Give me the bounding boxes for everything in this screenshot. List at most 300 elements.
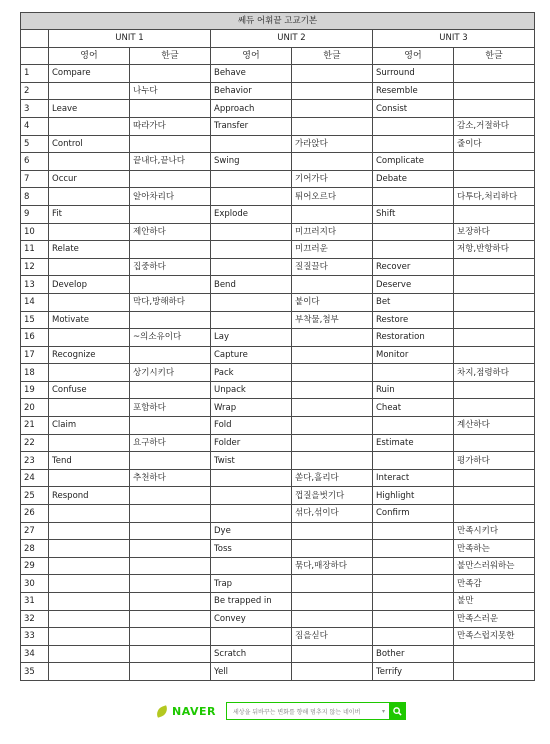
unit1-korean-cell: ~의소유이다	[130, 329, 211, 347]
unit2-english-cell	[211, 188, 292, 206]
table-row	[21, 364, 535, 382]
unit3-english-cell: Consist	[373, 100, 454, 118]
unit3-korean-cell: 저항,반항하다	[454, 241, 535, 259]
table-row	[21, 399, 535, 417]
table-row	[21, 153, 535, 171]
row-number-cell: 14	[21, 293, 49, 311]
unit3-korean-cell	[454, 311, 535, 329]
unit1-english-cell	[49, 188, 130, 206]
unit3-english-cell: Interact	[373, 469, 454, 487]
unit3-english-cell	[373, 610, 454, 628]
unit3-english-cell	[373, 522, 454, 540]
unit1-korean-cell	[130, 311, 211, 329]
table-row	[21, 575, 535, 593]
blank-header-cell	[21, 47, 49, 65]
unit1-english-cell	[49, 505, 130, 523]
unit3-korean-cell: 만족시키다	[454, 522, 535, 540]
unit3-korean-cell	[454, 381, 535, 399]
unit2-english-cell: Be trapped in	[211, 593, 292, 611]
unit2-korean-cell	[292, 663, 373, 681]
naver-search-box[interactable]	[226, 702, 406, 720]
unit2-english-cell: Behavior	[211, 82, 292, 100]
unit1-korean-cell	[130, 452, 211, 470]
table-row	[21, 593, 535, 611]
unit2-korean-cell: 붙이다	[292, 293, 373, 311]
column-header-english: 영어	[373, 47, 454, 65]
unit3-korean-cell	[454, 329, 535, 347]
row-number-cell: 9	[21, 205, 49, 223]
unit3-korean-cell	[454, 293, 535, 311]
unit1-korean-cell	[130, 417, 211, 435]
unit2-korean-cell	[292, 276, 373, 294]
unit2-english-cell: Twist	[211, 452, 292, 470]
unit2-korean-cell	[292, 452, 373, 470]
unit2-korean-cell: 짐을싣다	[292, 628, 373, 646]
unit1-english-cell	[49, 540, 130, 558]
unit1-english-cell: Develop	[49, 276, 130, 294]
unit1-english-cell: Motivate	[49, 311, 130, 329]
unit3-korean-cell	[454, 487, 535, 505]
row-number-cell: 15	[21, 311, 49, 329]
unit1-korean-cell	[130, 522, 211, 540]
unit2-english-cell: Toss	[211, 540, 292, 558]
unit3-english-cell	[373, 417, 454, 435]
unit3-korean-cell	[454, 434, 535, 452]
unit2-english-cell	[211, 293, 292, 311]
table-row	[21, 117, 535, 135]
unit3-korean-cell	[454, 100, 535, 118]
unit1-korean-cell: 집중하다	[130, 258, 211, 276]
unit1-korean-cell: 제안하다	[130, 223, 211, 241]
unit1-korean-cell: 따라가다	[130, 117, 211, 135]
unit3-korean-cell: 만족하는	[454, 540, 535, 558]
table-row	[21, 557, 535, 575]
unit2-english-cell: Wrap	[211, 399, 292, 417]
unit3-english-cell: Estimate	[373, 434, 454, 452]
row-number-cell: 29	[21, 557, 49, 575]
unit1-korean-cell: 요구하다	[130, 434, 211, 452]
unit1-korean-cell	[130, 276, 211, 294]
unit1-english-cell: Confuse	[49, 381, 130, 399]
unit1-korean-cell	[130, 645, 211, 663]
unit3-english-cell	[373, 452, 454, 470]
unit2-english-cell: Folder	[211, 434, 292, 452]
unit2-korean-cell: 기어가다	[292, 170, 373, 188]
unit2-korean-cell	[292, 364, 373, 382]
unit2-korean-cell	[292, 381, 373, 399]
unit1-english-cell: Control	[49, 135, 130, 153]
table-row	[21, 381, 535, 399]
unit1-english-cell: Fit	[49, 205, 130, 223]
unit2-korean-cell	[292, 593, 373, 611]
unit3-english-cell: Restoration	[373, 329, 454, 347]
unit1-korean-cell	[130, 540, 211, 558]
unit1-english-cell: Tend	[49, 452, 130, 470]
table-title: 쎄듀 어휘끝 고교기본	[21, 13, 535, 30]
unit2-english-cell	[211, 487, 292, 505]
row-number-cell: 7	[21, 170, 49, 188]
unit2-english-cell	[211, 311, 292, 329]
row-number-cell: 2	[21, 82, 49, 100]
row-number-cell: 23	[21, 452, 49, 470]
unit1-english-cell	[49, 223, 130, 241]
unit3-korean-cell	[454, 276, 535, 294]
unit3-korean-cell: 평가하다	[454, 452, 535, 470]
unit3-english-cell: Highlight	[373, 487, 454, 505]
unit3-english-cell: Monitor	[373, 346, 454, 364]
unit2-korean-cell	[292, 82, 373, 100]
unit3-korean-cell: 보장하다	[454, 223, 535, 241]
unit2-korean-cell	[292, 329, 373, 347]
unit3-english-cell: Resemble	[373, 82, 454, 100]
search-box-text: 세상을 뒤바꾸는 변화를 향해 멈추지 않는 네이버	[233, 708, 361, 716]
unit2-english-cell: Pack	[211, 364, 292, 382]
unit2-korean-cell: 미끄러운	[292, 241, 373, 259]
row-number-cell: 5	[21, 135, 49, 153]
unit2-korean-cell	[292, 346, 373, 364]
unit1-english-cell: Respond	[49, 487, 130, 505]
table-row	[21, 65, 535, 83]
table-row	[21, 100, 535, 118]
unit2-korean-cell	[292, 205, 373, 223]
unit3-korean-cell	[454, 346, 535, 364]
unit3-korean-cell: 감소,거절하다	[454, 117, 535, 135]
unit2-korean-cell	[292, 434, 373, 452]
unit3-korean-cell: 계산하다	[454, 417, 535, 435]
unit1-english-cell	[49, 575, 130, 593]
unit1-english-cell	[49, 434, 130, 452]
table-row	[21, 82, 535, 100]
unit2-english-cell: Trap	[211, 575, 292, 593]
table-row	[21, 645, 535, 663]
unit2-english-cell: Explode	[211, 205, 292, 223]
row-number-cell: 24	[21, 469, 49, 487]
column-header-korean: 한글	[130, 47, 211, 65]
unit2-english-cell: Yell	[211, 663, 292, 681]
unit3-korean-cell: 만족감	[454, 575, 535, 593]
unit1-english-cell: Relate	[49, 241, 130, 259]
unit3-korean-cell: 다투다,처리하다	[454, 188, 535, 206]
unit3-english-cell	[373, 241, 454, 259]
unit1-english-cell	[49, 645, 130, 663]
unit2-korean-cell: 묶다,매장하다	[292, 557, 373, 575]
unit1-english-cell	[49, 364, 130, 382]
unit3-english-cell: Surround	[373, 65, 454, 83]
table-row	[21, 346, 535, 364]
unit3-korean-cell: 불만	[454, 593, 535, 611]
unit2-korean-cell	[292, 153, 373, 171]
row-number-cell: 32	[21, 610, 49, 628]
row-number-cell: 11	[21, 241, 49, 259]
unit3-english-cell	[373, 557, 454, 575]
unit3-korean-cell: 줄이다	[454, 135, 535, 153]
unit3-korean-cell	[454, 258, 535, 276]
leaf-icon	[155, 705, 169, 718]
unit1-english-cell: Compare	[49, 65, 130, 83]
unit1-korean-cell	[130, 381, 211, 399]
unit2-english-cell	[211, 628, 292, 646]
unit2-english-cell: Swing	[211, 153, 292, 171]
unit1-english-cell	[49, 153, 130, 171]
unit2-english-cell: Dye	[211, 522, 292, 540]
unit2-korean-cell: 섞다,섞이다	[292, 505, 373, 523]
row-number-cell: 10	[21, 223, 49, 241]
table-row	[21, 417, 535, 435]
unit3-korean-cell	[454, 469, 535, 487]
row-number-cell: 6	[21, 153, 49, 171]
row-number-cell: 33	[21, 628, 49, 646]
unit2-korean-cell	[292, 399, 373, 417]
unit3-english-cell: Deserve	[373, 276, 454, 294]
unit1-korean-cell	[130, 100, 211, 118]
row-number-cell: 18	[21, 364, 49, 382]
search-button[interactable]	[389, 703, 405, 719]
unit2-english-cell	[211, 557, 292, 575]
unit2-korean-cell	[292, 117, 373, 135]
unit1-korean-cell: 알아차리다	[130, 188, 211, 206]
unit1-english-cell	[49, 258, 130, 276]
unit1-english-cell	[49, 593, 130, 611]
unit3-korean-cell	[454, 205, 535, 223]
unit2-english-cell: Unpack	[211, 381, 292, 399]
unit3-english-cell	[373, 540, 454, 558]
row-number-cell: 25	[21, 487, 49, 505]
unit3-english-cell: Bother	[373, 645, 454, 663]
row-number-cell: 31	[21, 593, 49, 611]
table-row	[21, 663, 535, 681]
unit3-english-cell	[373, 188, 454, 206]
unit1-korean-cell	[130, 205, 211, 223]
unit3-korean-cell: 차지,점령하다	[454, 364, 535, 382]
unit3-english-cell: Bet	[373, 293, 454, 311]
unit3-english-cell	[373, 135, 454, 153]
unit3-english-cell: Terrify	[373, 663, 454, 681]
row-number-cell: 20	[21, 399, 49, 417]
unit1-korean-cell	[130, 663, 211, 681]
column-header-korean: 한글	[454, 47, 535, 65]
row-number-cell: 35	[21, 663, 49, 681]
unit1-korean-cell	[130, 241, 211, 259]
unit1-korean-cell	[130, 593, 211, 611]
unit3-english-cell: Complicate	[373, 153, 454, 171]
unit1-korean-cell	[130, 65, 211, 83]
unit3-english-cell	[373, 223, 454, 241]
unit3-korean-cell: 불만스러워하는	[454, 557, 535, 575]
unit2-korean-cell: 미끄러지다	[292, 223, 373, 241]
row-number-cell: 22	[21, 434, 49, 452]
table-row	[21, 276, 535, 294]
row-number-cell: 21	[21, 417, 49, 435]
unit1-korean-cell	[130, 487, 211, 505]
naver-search-banner[interactable]	[156, 702, 406, 720]
unit2-korean-cell: 껍질을벗기다	[292, 487, 373, 505]
unit1-korean-cell: 포함하다	[130, 399, 211, 417]
table-row	[21, 241, 535, 259]
unit3-english-cell: Ruin	[373, 381, 454, 399]
unit-1-header: UNIT 1	[49, 30, 211, 48]
row-number-cell: 8	[21, 188, 49, 206]
row-number-cell: 13	[21, 276, 49, 294]
unit3-korean-cell	[454, 505, 535, 523]
unit3-korean-cell	[454, 82, 535, 100]
unit2-english-cell: Lay	[211, 329, 292, 347]
unit1-korean-cell: 상기시키다	[130, 364, 211, 382]
search-icon	[393, 707, 402, 716]
row-number-cell: 16	[21, 329, 49, 347]
row-number-cell: 19	[21, 381, 49, 399]
unit2-korean-cell	[292, 65, 373, 83]
unit2-english-cell	[211, 258, 292, 276]
table-row	[21, 487, 535, 505]
row-number-cell: 3	[21, 100, 49, 118]
unit2-korean-cell	[292, 575, 373, 593]
unit1-english-cell: Occur	[49, 170, 130, 188]
table-row	[21, 205, 535, 223]
unit3-english-cell	[373, 117, 454, 135]
unit2-english-cell	[211, 469, 292, 487]
unit2-korean-cell: 튀어오르다	[292, 188, 373, 206]
unit3-english-cell: Recover	[373, 258, 454, 276]
unit2-korean-cell	[292, 417, 373, 435]
unit2-korean-cell: 쏟다,흘리다	[292, 469, 373, 487]
unit3-english-cell	[373, 364, 454, 382]
unit3-korean-cell: 만족스러운	[454, 610, 535, 628]
unit3-english-cell	[373, 575, 454, 593]
unit1-english-cell	[49, 663, 130, 681]
row-number-cell: 4	[21, 117, 49, 135]
unit2-korean-cell: 부착물,첨부	[292, 311, 373, 329]
unit3-english-cell	[373, 593, 454, 611]
unit2-english-cell: Approach	[211, 100, 292, 118]
row-number-cell: 30	[21, 575, 49, 593]
unit2-korean-cell: 가라앉다	[292, 135, 373, 153]
unit1-korean-cell: 막다,방해하다	[130, 293, 211, 311]
unit3-english-cell: Cheat	[373, 399, 454, 417]
unit3-english-cell: Restore	[373, 311, 454, 329]
unit1-korean-cell	[130, 346, 211, 364]
unit2-korean-cell	[292, 540, 373, 558]
unit2-english-cell: Capture	[211, 346, 292, 364]
unit3-korean-cell: 만족스럽지못한	[454, 628, 535, 646]
unit1-english-cell	[49, 522, 130, 540]
unit3-korean-cell	[454, 153, 535, 171]
row-number-cell: 28	[21, 540, 49, 558]
table-row	[21, 135, 535, 153]
unit1-korean-cell	[130, 628, 211, 646]
vocab-table	[20, 12, 535, 681]
unit1-english-cell: Leave	[49, 100, 130, 118]
table-row	[21, 610, 535, 628]
unit2-korean-cell	[292, 645, 373, 663]
naver-logo[interactable]	[156, 705, 226, 718]
unit2-english-cell: Convey	[211, 610, 292, 628]
unit1-english-cell	[49, 399, 130, 417]
column-header-korean: 한글	[292, 47, 373, 65]
table-row	[21, 329, 535, 347]
unit1-english-cell	[49, 469, 130, 487]
unit1-english-cell	[49, 82, 130, 100]
unit2-english-cell	[211, 170, 292, 188]
table-row	[21, 188, 535, 206]
unit1-korean-cell	[130, 610, 211, 628]
unit3-korean-cell	[454, 399, 535, 417]
unit1-english-cell	[49, 329, 130, 347]
table-row	[21, 258, 535, 276]
table-row	[21, 540, 535, 558]
table-row	[21, 311, 535, 329]
unit2-korean-cell	[292, 522, 373, 540]
unit1-english-cell	[49, 628, 130, 646]
column-header-english: 영어	[49, 47, 130, 65]
unit3-english-cell: Debate	[373, 170, 454, 188]
unit2-english-cell	[211, 223, 292, 241]
unit2-english-cell: Fold	[211, 417, 292, 435]
table-row	[21, 293, 535, 311]
naver-brand: NAVER	[172, 704, 216, 718]
unit-2-header: UNIT 2	[211, 30, 373, 48]
table-row	[21, 223, 535, 241]
unit-3-header: UNIT 3	[373, 30, 535, 48]
unit2-english-cell: Bend	[211, 276, 292, 294]
column-header-english: 영어	[211, 47, 292, 65]
table-row	[21, 434, 535, 452]
unit3-korean-cell	[454, 645, 535, 663]
unit3-korean-cell	[454, 170, 535, 188]
unit2-english-cell: Scratch	[211, 645, 292, 663]
row-number-cell: 17	[21, 346, 49, 364]
table-body	[21, 65, 535, 681]
unit3-korean-cell	[454, 663, 535, 681]
unit1-english-cell: Recognize	[49, 346, 130, 364]
table-row	[21, 522, 535, 540]
column-header-row	[21, 47, 535, 65]
unit1-english-cell	[49, 293, 130, 311]
chevron-down-icon[interactable]: ▾	[381, 707, 385, 715]
unit2-korean-cell	[292, 610, 373, 628]
unit2-english-cell: Behave	[211, 65, 292, 83]
unit3-english-cell: Shift	[373, 205, 454, 223]
unit1-korean-cell	[130, 505, 211, 523]
unit1-korean-cell: 나누다	[130, 82, 211, 100]
unit2-english-cell: Transfer	[211, 117, 292, 135]
unit2-english-cell	[211, 135, 292, 153]
table-row	[21, 170, 535, 188]
table-row	[21, 628, 535, 646]
blank-header-cell	[21, 30, 49, 48]
unit2-korean-cell	[292, 100, 373, 118]
table-row	[21, 452, 535, 470]
unit2-english-cell	[211, 241, 292, 259]
unit1-english-cell: Claim	[49, 417, 130, 435]
table-row	[21, 469, 535, 487]
row-number-cell: 26	[21, 505, 49, 523]
unit3-korean-cell	[454, 65, 535, 83]
row-number-cell: 34	[21, 645, 49, 663]
row-number-cell: 1	[21, 65, 49, 83]
unit1-korean-cell: 추천하다	[130, 469, 211, 487]
unit3-english-cell	[373, 628, 454, 646]
row-number-cell: 12	[21, 258, 49, 276]
unit1-korean-cell: 끝내다,끝나다	[130, 153, 211, 171]
unit1-korean-cell	[130, 170, 211, 188]
unit1-english-cell	[49, 610, 130, 628]
unit2-english-cell	[211, 505, 292, 523]
unit-header-row	[21, 30, 535, 48]
unit1-korean-cell	[130, 575, 211, 593]
unit1-english-cell	[49, 557, 130, 575]
table-row	[21, 505, 535, 523]
unit3-english-cell: Confirm	[373, 505, 454, 523]
